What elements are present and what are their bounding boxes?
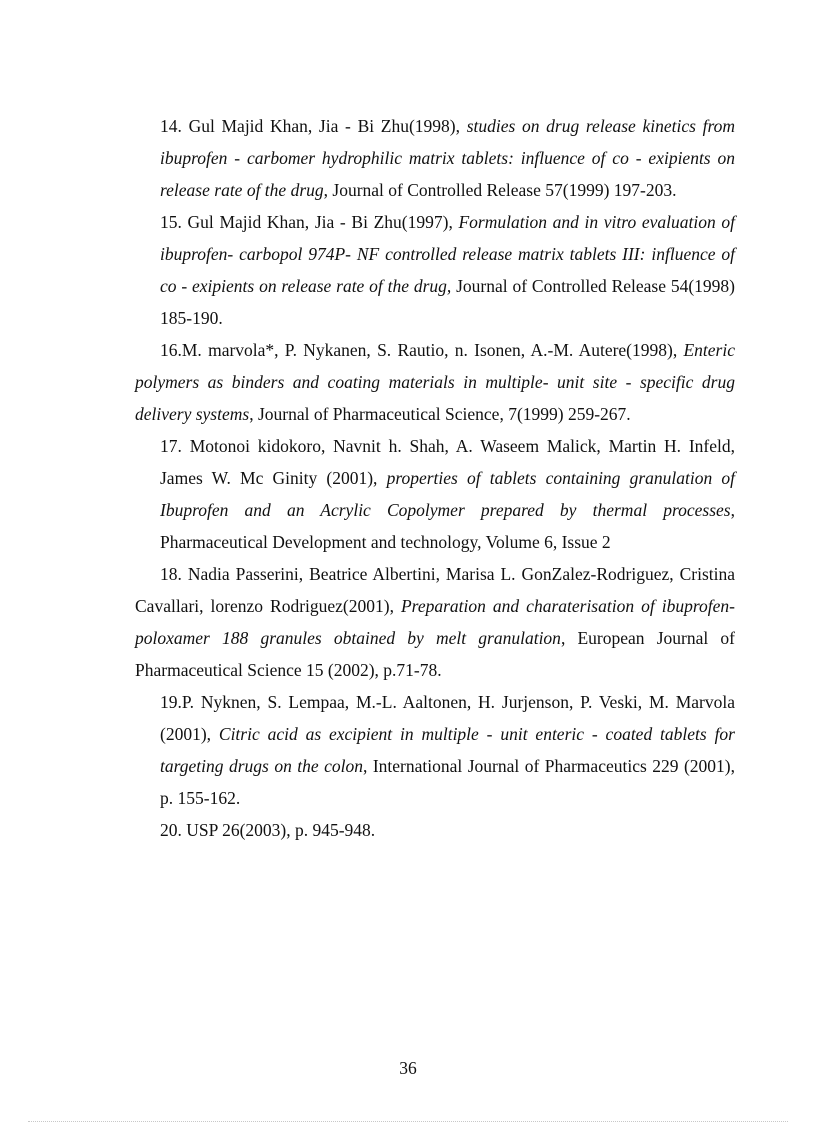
reference-authors: Motonoi kidokoro, Navnit h. Shah, A. Waseem Malick, Martin H. Infeld, James W. Mc Ginity (2001), <box>160 436 736 488</box>
reference-14 <box>135 110 735 206</box>
reference-number: 15. <box>160 212 188 232</box>
reference-title: Citric acid as excipient in multiple - unit enteric - coated tablets for targeting drugs on the colon <box>160 724 735 776</box>
reference-15 <box>135 206 735 334</box>
page-number: 36 <box>399 1058 417 1078</box>
reference-title: properties of tablets containing granulation of Ibuprofen and an Acrylic Copolymer prepared by thermal processes <box>160 468 735 520</box>
reference-number: 19. <box>160 692 182 712</box>
reference-number: 18. <box>160 564 188 584</box>
reference-20 <box>135 814 735 846</box>
reference-source: , European Journal of Pharmaceutical Science 15 (2002), p.71-78. <box>135 628 735 680</box>
reference-authors: M. marvola*, P. Nykanen, S. Rautio, n. Isonen, A.-M. Autere(1998), <box>181 340 684 360</box>
reference-source: , International Journal of Pharmaceutics 229 (2001), p. 155-162. <box>160 756 735 808</box>
reference-number: 20. <box>160 820 187 840</box>
reference-source: , Journal of Controlled Release 57(1999) 197-203. <box>323 180 677 200</box>
reference-authors: Gul Majid Khan, Jia - Bi Zhu(1998), <box>188 116 467 136</box>
reference-authors: USP 26(2003), p. 945-948. <box>186 820 376 840</box>
reference-number: 17. <box>160 436 190 456</box>
reference-authors: Gul Majid Khan, Jia - Bi Zhu(1997), <box>187 212 459 232</box>
reference-title: Preparation and charaterisation of ibuprofen- poloxamer 188 granules obtained by melt granulation <box>135 596 735 648</box>
reference-source: Journal of Controlled Release 54(1998) 185-190. <box>160 276 735 328</box>
reference-source: , Pharmaceutical Development and technology, Volume 6, Issue 2 <box>160 500 735 552</box>
reference-authors: P. Nyknen, S. Lempaa, M.-L. Aaltonen, H. Jurjenson, P. Veski, M. Marvola (2001), <box>160 692 735 744</box>
reference-16 <box>135 334 735 430</box>
reference-title: Enteric polymers as binders and coating materials in multiple- unit site - specific drug delivery systems <box>135 340 735 424</box>
reference-authors: Nadia Passerini, Beatrice Albertini, Marisa L. GonZalez-Rodriguez, Cristina Cavallari, lorenzo Rodriguez(2001), <box>135 564 735 616</box>
reference-list <box>135 110 735 846</box>
page-bottom-divider <box>28 1121 788 1122</box>
reference-17 <box>135 430 735 558</box>
reference-source: , Journal of Pharmaceutical Science, 7(1999) 259-267. <box>249 404 631 424</box>
reference-18 <box>135 558 735 686</box>
reference-title: Formulation and in vitro evaluation of ibuprofen- carbopol 974P- NF controlled release matrix tablets III: influence of co - exipients on release rate of the drug, <box>160 212 735 296</box>
reference-title: studies on drug release kinetics from ibuprofen - carbomer hydrophilic matrix tablets: influence of co - exipients on release rate of the drug <box>160 116 736 200</box>
reference-19 <box>135 686 735 814</box>
reference-number: 14. <box>160 116 189 136</box>
reference-number: 16. <box>160 340 182 360</box>
